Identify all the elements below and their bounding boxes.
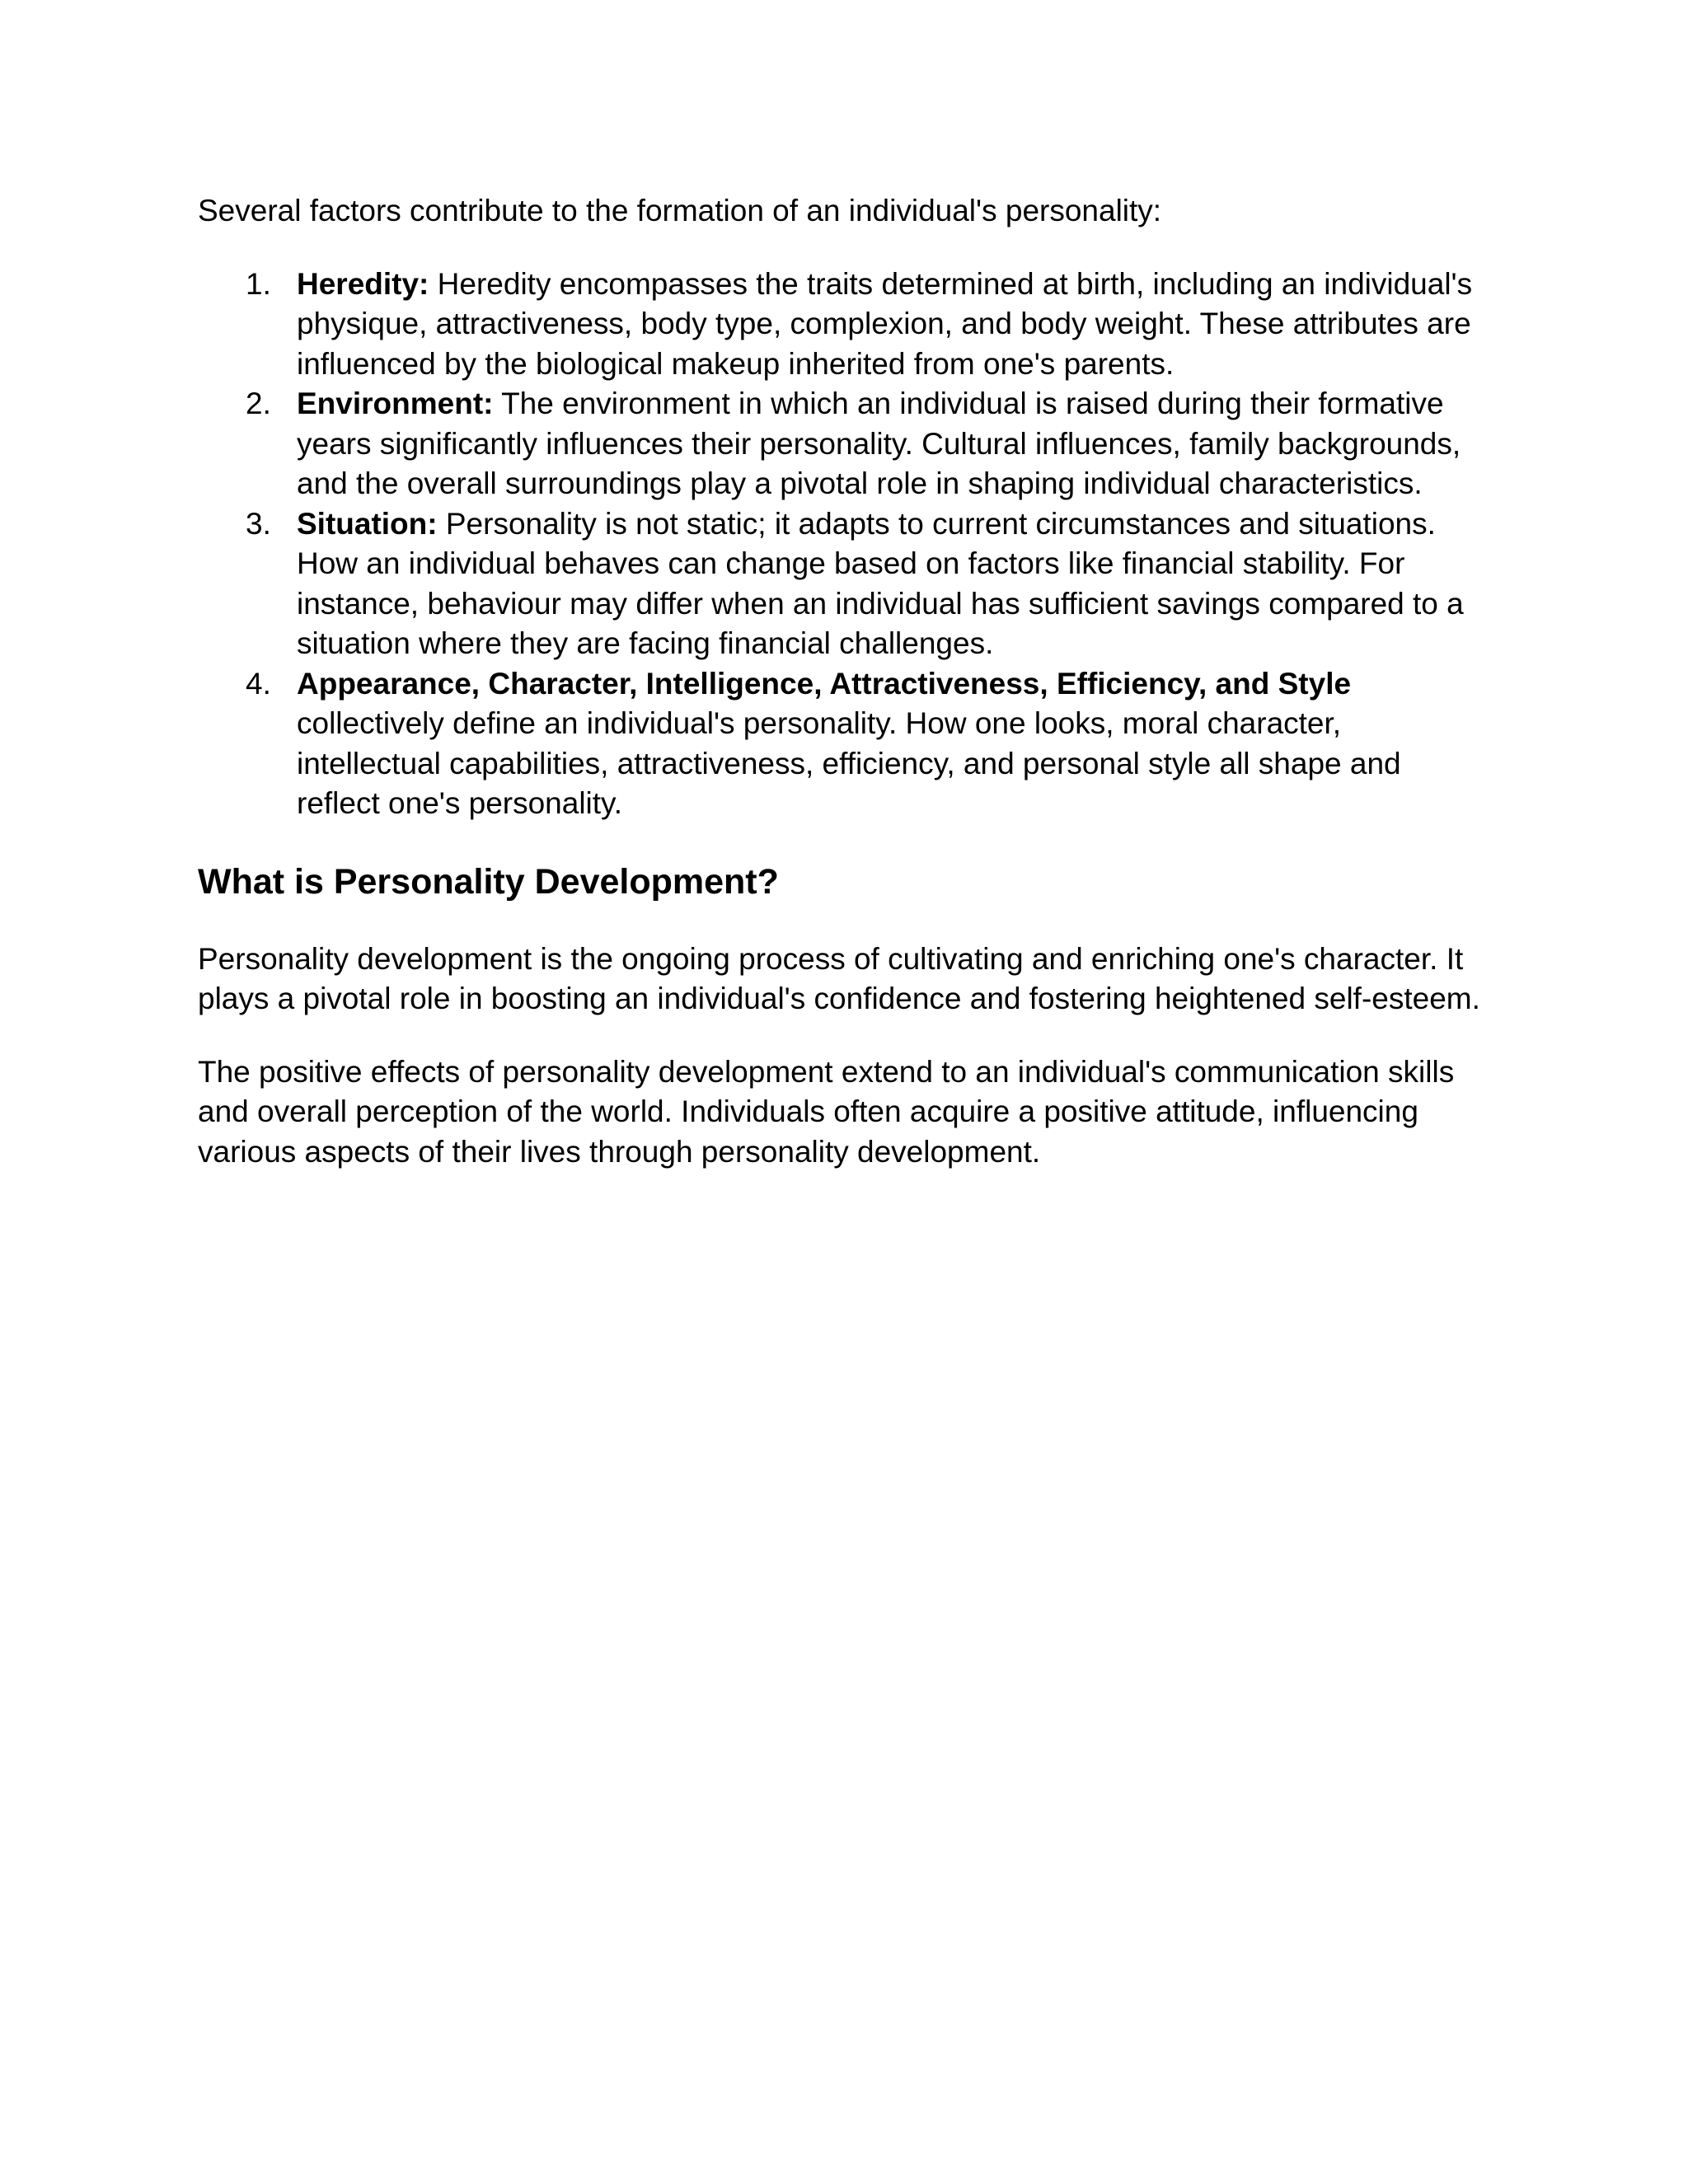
list-item-number: 4. [246,666,271,701]
list-item-term: Situation: [297,506,438,541]
list-item-text: The environment in which an individual is raised during their formative years significantly influences their personality. Cultural influences, family backgrounds, and the overall surroundings play a pivotal role in shaping individual characteristics. [297,387,1461,500]
list-item-text: Heredity encompasses the traits determined at birth, including an individual's physique, attractiveness, body type, complexion, and body weight. These attributes are influenced by the biological makeup inherited from one's parents. [297,266,1473,381]
list-item [198,265,1492,385]
body-paragraph: Personality development is the ongoing process of cultivating and enriching one's character. It plays a pivotal role in boosting an individual's confidence and fostering heightened self-esteem. [198,941,1480,1015]
list-item-number: 3. [246,506,271,541]
body-paragraph: The positive effects of personality development extend to an individual's communication skills and overall perception of the world. Individuals often acquire a positive attitude, influencing various aspects of their lives through personality development. [198,1054,1455,1169]
document-page [198,191,1492,1172]
list-item [198,384,1492,504]
list-item-text: Personality is not static; it adapts to current circumstances and situations. How an individual behaves can change based on factors like financial stability. For instance, behaviour may differ when an individual has sufficient savings compared to a situation where they are facing financial challenges. [297,506,1464,660]
list-item-number: 1. [246,266,271,301]
list-item-number: 2. [246,387,271,420]
list-item-term: Environment: [297,387,494,420]
intro-paragraph: Several factors contribute to the formation of an individual's personality: [198,194,1162,227]
list-item [198,504,1492,664]
list-item-term: Appearance, Character, Intelligence, Attractiveness, Efficiency, and Style [297,666,1352,701]
list-item [198,664,1492,824]
section-heading: What is Personality Development? [198,861,779,902]
list-item-term: Heredity: [297,266,429,301]
factors-list [198,265,1492,824]
list-item-text: collectively define an individual's personality. How one looks, moral character, intellectual capabilities, attractiveness, efficiency, and personal style all shape and reflect one's personality. [297,706,1401,820]
